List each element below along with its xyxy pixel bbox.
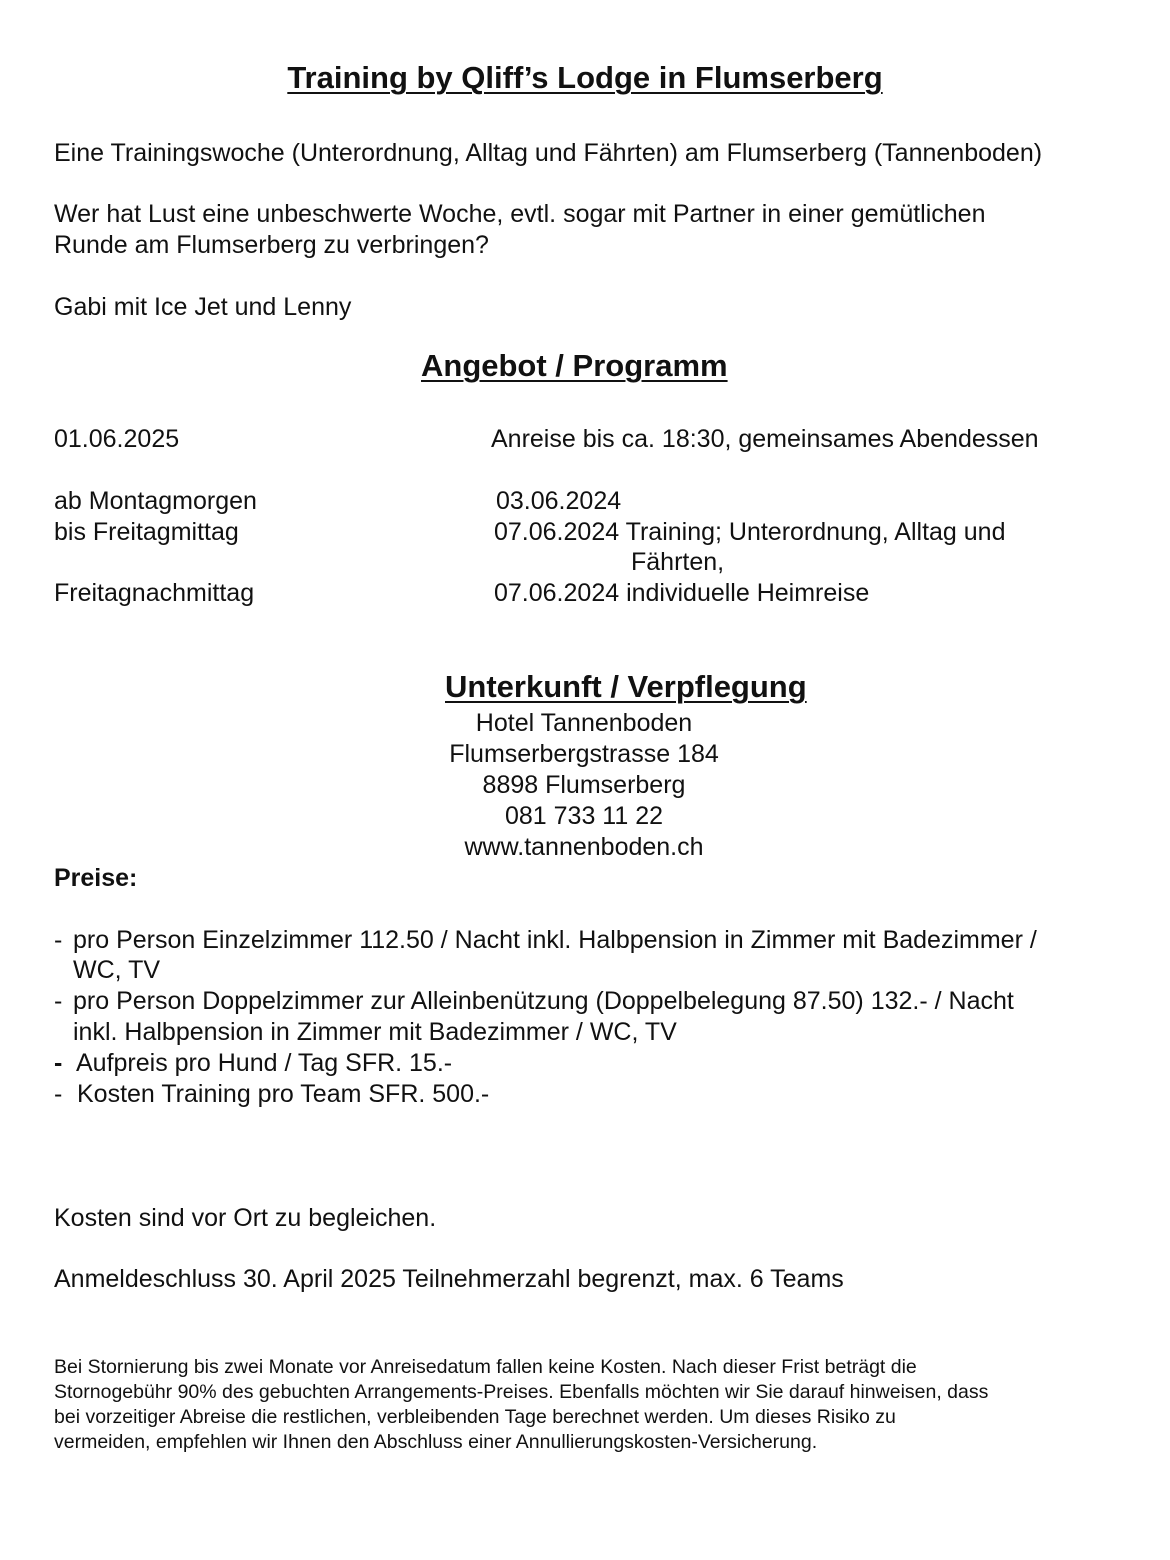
price-item: pro Person Einzelzimmer 112.50 / Nacht inkl. Halbpension in Zimmer mit Badezimmer / [73,926,1037,954]
signature: Gabi mit Ice Jet und Lenny [54,293,352,321]
program-heading: Angebot / Programm [421,348,728,383]
cancellation-text: Bei Stornierung bis zwei Monate vor Anreisedatum fallen keine Kosten. Nach dieser Frist beträgt die [54,1356,917,1378]
program-row-date: Freitagnachmittag [54,579,255,607]
list-bullet: - [54,987,63,1015]
prices-heading: Preise: [54,864,138,892]
list-bullet: - [54,1080,63,1108]
program-row-desc: Anreise bis ca. 18:30, gemeinsames Abendessen [491,425,1039,453]
intro-question-line1: Wer hat Lust eine unbeschwerte Woche, evtl. sogar mit Partner in einer gemütlichen [54,200,986,228]
payment-note: Kosten sind vor Ort zu begleichen. [54,1204,437,1232]
accommodation-heading: Unterkunft / Verpflegung [445,669,807,704]
cancellation-text: vermeiden, empfehlen wir Ihnen den Abschluss einer Annullierungskosten-Versicherung. [54,1431,818,1453]
hotel-phone: 081 733 11 22 [504,802,664,830]
price-item: Aufpreis pro Hund / Tag SFR. 15.- [76,1049,453,1077]
list-bullet: - [54,926,63,954]
hotel-city: 8898 Flumserberg [482,771,686,799]
price-item: Kosten Training pro Team SFR. 500.- [77,1080,490,1108]
cancellation-text: bei vorzeitiger Abreise die restlichen, verbleibenden Tage berechnet werden. Um dieses Risiko zu [54,1406,896,1428]
intro-text: Eine Trainingswoche (Unterordnung, Alltag und Fährten) am Flumserberg (Tannenboden) [54,139,1043,167]
program-row-desc-continued: Fährten, [631,548,725,576]
registration-deadline: Anmeldeschluss 30. April 2025 Teilnehmerzahl begrenzt, max. 6 Teams [54,1265,844,1293]
program-row-date: 01.06.2025 [54,425,180,453]
list-bullet: - [54,1049,63,1077]
program-row-date: ab Montagmorgen [54,487,257,515]
program-row-desc: 03.06.2024 [496,487,622,515]
program-row-desc: 07.06.2024 individuelle Heimreise [494,579,870,607]
page-title: Training by Qliff’s Lodge in Flumserberg [287,60,883,95]
price-item-continued: inkl. Halbpension in Zimmer mit Badezimmer / WC, TV [73,1018,677,1046]
cancellation-text: Stornogebühr 90% des gebuchten Arrangements-Preises. Ebenfalls möchten wir Sie darauf hinweisen, dass [54,1381,989,1403]
intro-question-line2: Runde am Flumserberg zu verbringen? [54,231,489,259]
hotel-website[interactable]: www.tannenboden.ch [464,833,704,861]
hotel-name: Hotel Tannenboden [475,709,693,737]
program-row-desc: 07.06.2024 Training; Unterordnung, Alltag und [494,518,1006,546]
price-item-continued: WC, TV [73,956,161,984]
price-item: pro Person Doppelzimmer zur Alleinbenützung (Doppelbelegung 87.50) 132.- / Nacht [73,987,1014,1015]
program-row-date: bis Freitagmittag [54,518,239,546]
hotel-street: Flumserbergstrasse 184 [449,740,719,768]
